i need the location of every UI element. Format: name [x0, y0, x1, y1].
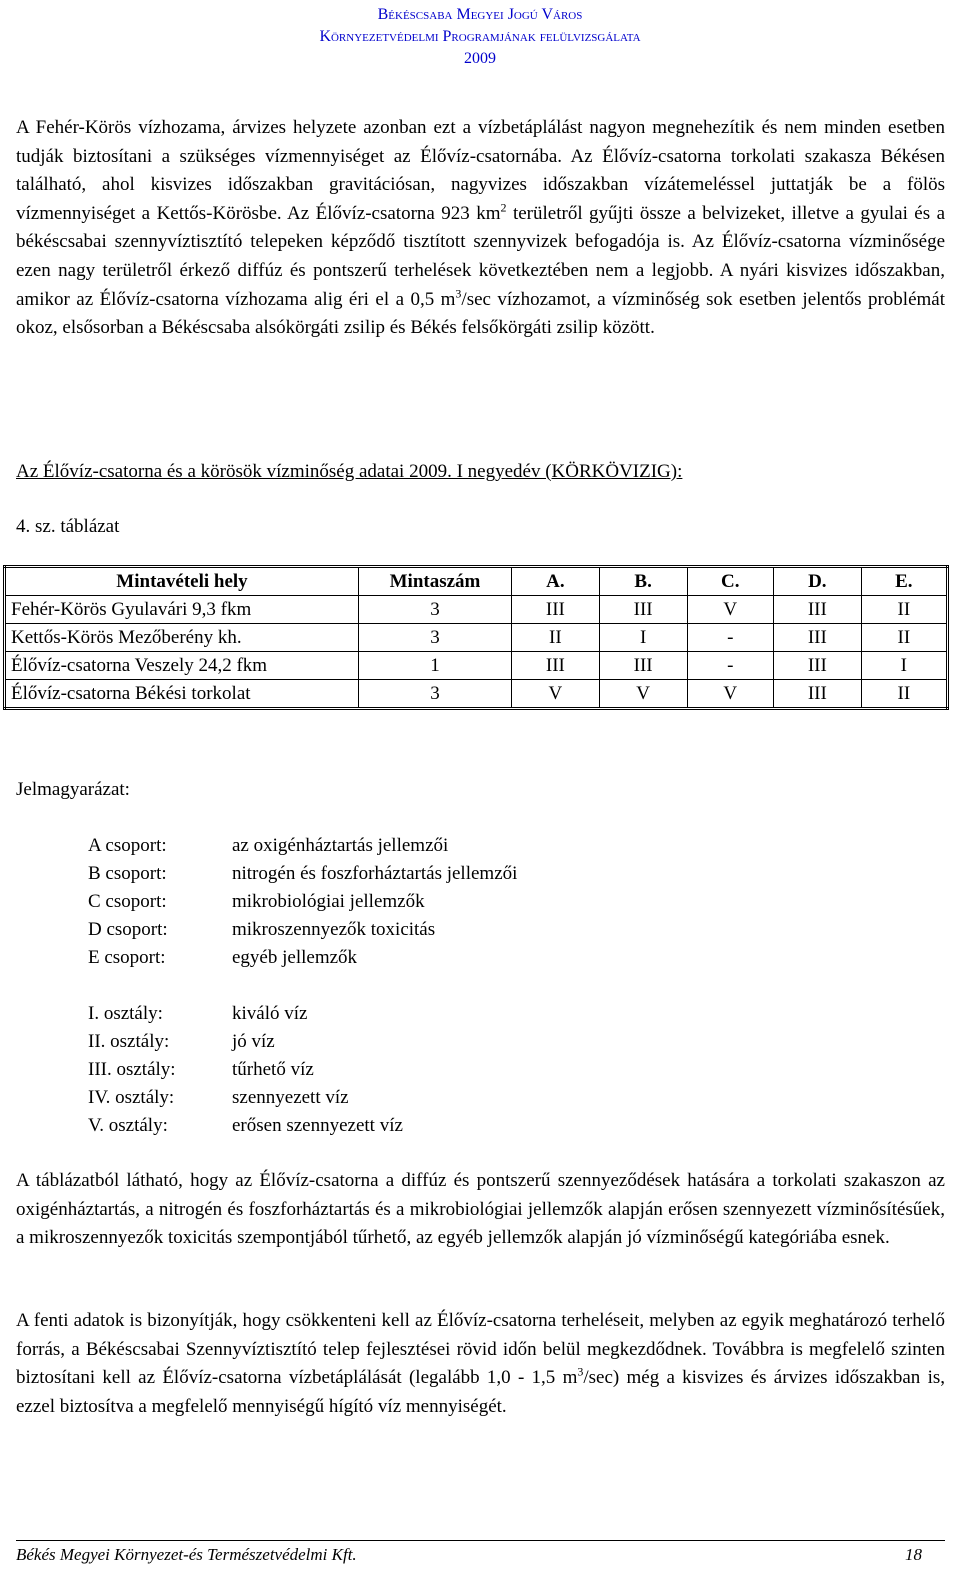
- water-quality-table: [3, 565, 949, 710]
- cell-site: Élővíz-csatorna Békési torkolat: [5, 680, 359, 709]
- paragraph-intro-part2: területről gyűjti össze a belvizeket, illetve a gyulai és a békéscsabai szennyvíztisztító telepeken képződő tisztított szennyvizek befogadója is. Az Élővíz-csatorna vízminősége ezen nagy területről érkező diffúz és pontszerű terhelések következtében nem a legjobb. A nyári kisvizes időszakban, amikor az Élővíz-csatorna vízhozama alig éri el a 0,5 m: [16, 202, 946, 310]
- table-row: [5, 680, 948, 709]
- footer-organization: Békés Megyei Környezet-és Természetvédelmi Kft.: [16, 1545, 357, 1564]
- legend-item: [88, 1028, 403, 1056]
- cell-site: Élővíz-csatorna Veszely 24,2 fkm: [5, 652, 359, 680]
- cell-b: III: [599, 596, 687, 624]
- cell-a: III: [512, 652, 600, 680]
- cell-b: I: [599, 624, 687, 652]
- legend-value: az oxigénháztartás jellemzői: [232, 835, 449, 856]
- legend-title: Jelmagyarázat:: [16, 779, 130, 800]
- superscript-3: 3: [455, 286, 462, 301]
- legend-key: C csoport:: [88, 891, 167, 912]
- legend-value: erősen szennyezett víz: [232, 1115, 403, 1136]
- col-header-e: E.: [861, 567, 947, 596]
- col-header-a: A.: [512, 567, 600, 596]
- cell-sample-count: 3: [359, 624, 512, 652]
- legend-value: tűrhető víz: [232, 1059, 314, 1080]
- table-row: [5, 624, 948, 652]
- col-header-site: Mintavételi hely: [5, 567, 359, 596]
- cell-sample-count: 3: [359, 680, 512, 709]
- legend-key: D csoport:: [88, 919, 168, 940]
- cell-a: V: [512, 680, 600, 709]
- legend-item: [88, 832, 517, 860]
- legend-value: nitrogén és foszforháztartás jellemzői: [232, 863, 518, 884]
- cell-c: -: [687, 652, 773, 680]
- table-header-row: [5, 567, 948, 596]
- legend-item: [88, 944, 517, 972]
- cell-a: II: [512, 624, 600, 652]
- table-row: [5, 652, 948, 680]
- legend-key: III. osztály:: [88, 1059, 176, 1080]
- legend-key: IV. osztály:: [88, 1087, 175, 1108]
- cell-a: III: [512, 596, 600, 624]
- col-header-b: B.: [599, 567, 687, 596]
- legend-key: V. osztály:: [88, 1115, 168, 1136]
- paragraph-intro: [16, 114, 945, 343]
- cell-d: III: [773, 596, 861, 624]
- cell-e: II: [861, 596, 947, 624]
- legend-value: mikrobiológiai jellemzők: [232, 891, 425, 912]
- paragraph-conclusion-part1: A fenti adatok is bizonyítják, hogy csökkenteni kell az Élővíz-csatorna terheléseit, melyben az egyik meghatározó terhelő forrás, a Békéscsabai Szennyvíztisztító telep fejlesztései rövid időn belül megkezdődnek. Továbbra is megfelelő szinten biztosítani kell az Élővíz-csatorna vízbetáplálását (legalább 1,0 - 1,5 m: [16, 1310, 945, 1389]
- table-caption: 4. sz. táblázat: [16, 516, 120, 537]
- col-header-c: C.: [687, 567, 773, 596]
- legend-key: E csoport:: [88, 947, 166, 968]
- cell-c: -: [687, 624, 773, 652]
- header-city: Békéscsaba Megyei Jogú Város: [377, 6, 583, 23]
- cell-b: III: [599, 652, 687, 680]
- cell-e: I: [861, 652, 947, 680]
- cell-e: II: [861, 624, 947, 652]
- legend-item: [88, 860, 517, 888]
- cell-c: V: [687, 680, 773, 709]
- col-header-sample-count: Mintaszám: [359, 567, 512, 596]
- legend-key: I. osztály:: [88, 1003, 163, 1024]
- legend-key: II. osztály:: [88, 1031, 170, 1052]
- legend-value: mikroszennyezők toxicitás: [232, 919, 436, 940]
- legend-item: [88, 916, 517, 944]
- table-row: [5, 596, 948, 624]
- legend-groups: [88, 832, 517, 972]
- document-header: [0, 4, 960, 70]
- legend-item: [88, 1084, 403, 1112]
- legend-value: jó víz: [232, 1031, 275, 1052]
- legend-classes: [88, 1000, 403, 1140]
- paragraph-conclusion-part2: /sec) még a kisvizes és árvizes időszakban is, ezzel biztosítva a megfelelő mennyiségű hígító víz mennyiségét.: [16, 1367, 945, 1417]
- paragraph-intro-part3: /sec vízhozamot, a vízminőség sok esetben jelentős problémát okoz, elsősorban a Békéscsaba alsókörgáti zsilip és Békés felsőkörgáti zsilip között.: [16, 288, 945, 339]
- header-year: 2009: [464, 50, 496, 67]
- legend-value: egyéb jellemzők: [232, 947, 358, 968]
- page-number: 18: [905, 1545, 922, 1564]
- legend-item: [88, 1112, 403, 1140]
- paragraph-intro-part1: A Fehér-Körös vízhozama, árvizes helyzete azonban ezt a vízbetáplálást nagyon megnehezítik és nem minden esetben tudják biztosítani a szükséges vízmennyiséget az Élővíz-csatornába. Az Élővíz-csatorna torkolati szakasza Békésen található, ahol kisvizes időszakban gravitációsan, nagyvizes időszakban vízátemeléssel juttatják be a fölös vízmennyiséget a Kettős-Körösbe. Az Élővíz-csatorna 923 km: [16, 117, 945, 224]
- cell-d: III: [773, 680, 861, 709]
- paragraph-analysis: A táblázatból látható, hogy az Élővíz-csatorna a diffúz és pontszerű szennyeződések hatására a torkolati szakaszon az oxigénháztartás, a nitrogén és foszforháztartás és a mikrobiológiai jellemzők alapján erősen szennyezett vízminősítésűek, a mikroszennyezők toxicitás szempontjából tűrhető, az egyéb jellemzők alapján jó vízminőségű kategóriába esnek.: [16, 1170, 945, 1249]
- superscript-2: 2: [500, 200, 507, 215]
- legend-value: szennyezett víz: [232, 1087, 349, 1108]
- legend-item: [88, 888, 517, 916]
- legend-key: A csoport:: [88, 835, 167, 856]
- cell-b: V: [599, 680, 687, 709]
- header-program: Környezetvédelmi Programjának felülvizsgálata: [319, 28, 641, 45]
- cell-site: Fehér-Körös Gyulavári 9,3 fkm: [5, 596, 359, 624]
- cell-d: III: [773, 624, 861, 652]
- legend-key: B csoport:: [88, 863, 167, 884]
- cell-c: V: [687, 596, 773, 624]
- col-header-d: D.: [773, 567, 861, 596]
- paragraph-conclusion: [16, 1307, 945, 1421]
- cell-site: Kettős-Körös Mezőberény kh.: [5, 624, 359, 652]
- superscript-3: 3: [577, 1364, 584, 1379]
- footer-divider: [16, 1540, 945, 1541]
- legend-item: [88, 1000, 403, 1028]
- cell-sample-count: 1: [359, 652, 512, 680]
- cell-sample-count: 3: [359, 596, 512, 624]
- cell-d: III: [773, 652, 861, 680]
- legend-value: kiváló víz: [232, 1003, 308, 1024]
- legend-item: [88, 1056, 403, 1084]
- cell-e: II: [861, 680, 947, 709]
- section-title: Az Élővíz-csatorna és a körösök vízminőség adatai 2009. I negyedév (KÖRKÖVIZIG):: [16, 461, 683, 482]
